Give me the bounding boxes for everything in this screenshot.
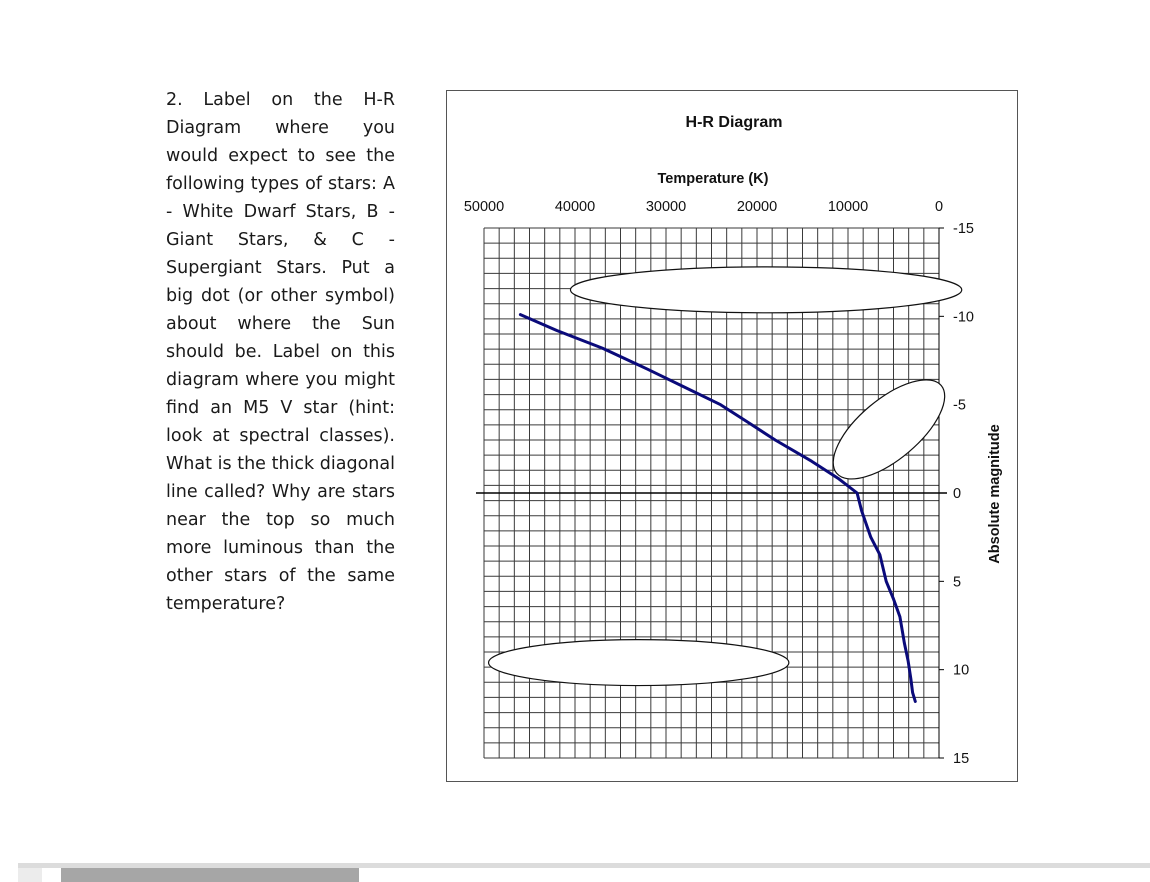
x-tick-label: 40000 bbox=[554, 199, 596, 215]
hr-diagram-chart bbox=[447, 91, 1019, 783]
x-axis-label: Temperature (K) bbox=[657, 171, 769, 187]
x-tick-label: 10000 bbox=[827, 199, 869, 215]
hr-diagram-frame bbox=[446, 90, 1018, 782]
y-tick-label: -10 bbox=[953, 309, 974, 326]
chart-title: H-R Diagram bbox=[685, 114, 783, 131]
x-tick-label: 50000 bbox=[463, 199, 505, 215]
x-tick-label: 20000 bbox=[736, 199, 778, 215]
question-text: 2. Label on the H-R Diagram where you would expect to see the following types of stars: A - White Dwarf Stars, B - Giant Stars, & C - Supergiant Stars. Put a big dot (or other symbol) about where the Sun should be. Label on this diagram where you might find an M5 V star (hint: look at spectral classes). What is the thick diagonal line called? Why are stars near the top so much more luminous than the other stars of the same temperature? bbox=[166, 90, 395, 614]
y-tick-label: 15 bbox=[953, 751, 970, 767]
scrollbar-thumb[interactable] bbox=[61, 868, 359, 882]
y-axis-label: Absolute magnitude bbox=[987, 424, 1003, 564]
x-tick-label: 30000 bbox=[645, 199, 687, 215]
answer-region-upper bbox=[570, 267, 961, 313]
y-tick-label: 0 bbox=[953, 486, 962, 502]
y-tick-label: -5 bbox=[953, 397, 966, 414]
answer-region-lower bbox=[489, 640, 789, 686]
y-tick-label: 10 bbox=[953, 662, 970, 679]
scroll-left-button[interactable] bbox=[18, 868, 42, 882]
y-tick-label: -15 bbox=[953, 221, 974, 237]
y-tick-label: 5 bbox=[953, 574, 962, 591]
x-tick-label: 0 bbox=[934, 199, 944, 215]
